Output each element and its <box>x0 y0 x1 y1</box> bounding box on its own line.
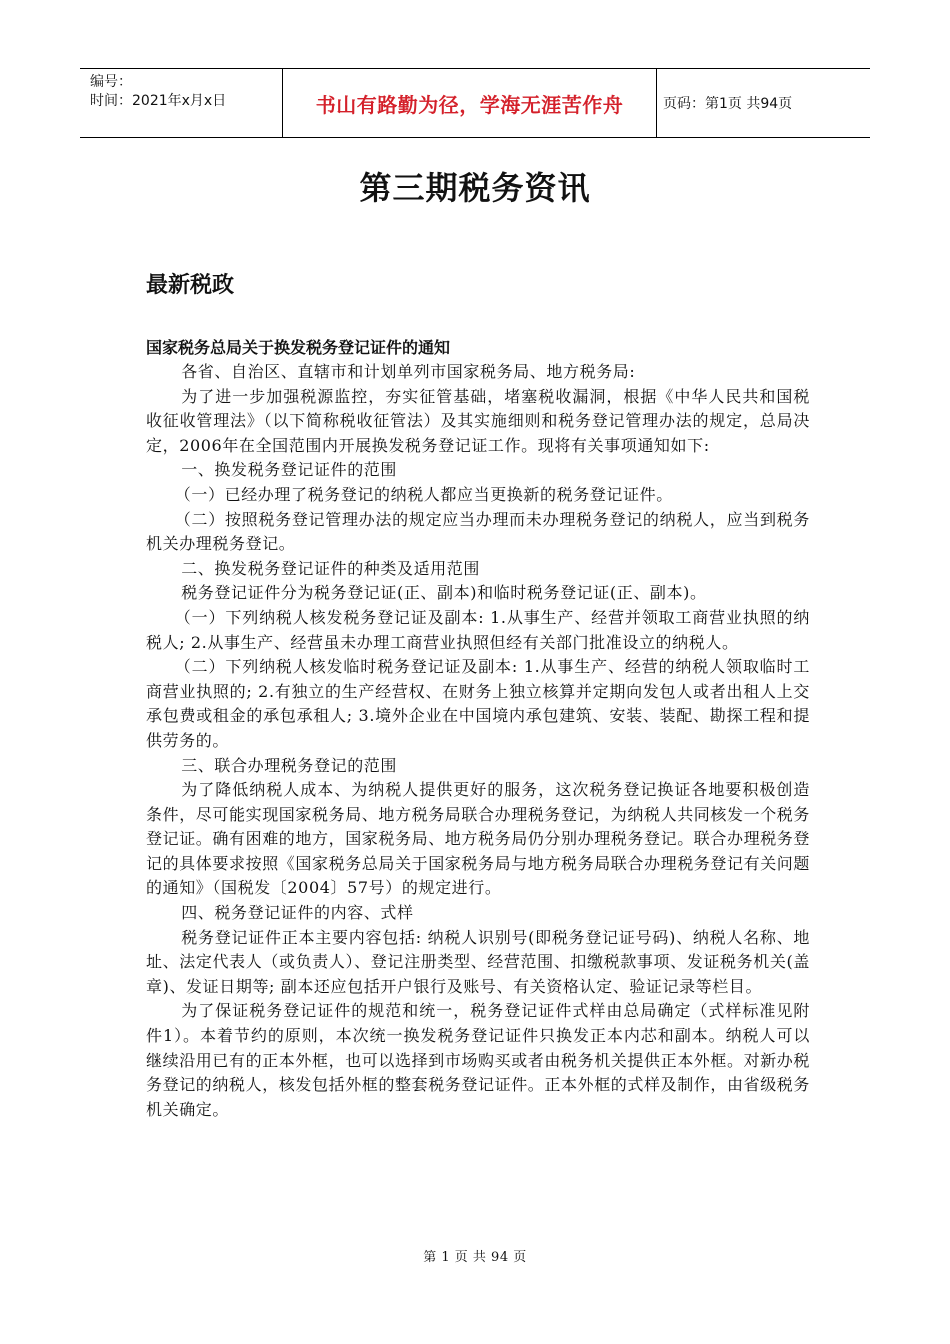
paragraph: 为了保证税务登记证件的规范和统一，税务登记证件式样由总局确定（式样标准见附件1）。本着节约的原则，本次统一换发税务登记证件只换发正本内芯和副本。纳税人可以继续沿用已有的正本外框，也可以选择到市场购买或者由税务机关提供正本外框。对新办税务登记的纳税人，核发包括外框的整套税务登记证件。正本外框的式样及制作，由省级税务机关确定。 <box>146 1001 811 1119</box>
paragraph: （一）下列纳税人核发税务登记证及副本: 1.从事生产、经营并领取工商营业执照的纳税人; 2.从事生产、经营虽未办理工商营业执照但经有关部门批准设立的纳税人。 <box>146 607 810 652</box>
paragraph: 各省、自治区、直辖市和计划单列市国家税务局、地方税务局: <box>181 362 636 381</box>
paragraph: 税务登记证件分为税务登记证(正、副本)和临时税务登记证(正、副本)。 <box>181 583 707 603</box>
paragraph: 一、换发税务登记证件的范围 <box>181 460 397 480</box>
paragraph: （二）按照税务登记管理办法的规定应当办理而未办理税务登记的纳税人，应当到税务机关办理税务登记。 <box>146 509 810 554</box>
paragraph: （二）下列纳税人核发临时税务登记证及副本: 1.从事生产、经营的纳税人领取临时工商营业执照的; 2.有独立的生产经营权、在财务上独立核算并定期向发包人或者出租人上交承包费或租金的承包承租人; 3.境外企业在中国境内承包建筑、安装、装配、勘探工程和提供劳务的。 <box>146 657 810 750</box>
page-footer: 第 1 页 共 94 页 <box>423 1250 527 1265</box>
header-table <box>80 68 870 138</box>
document-time: 时间：2021年x月x日 <box>90 93 227 109</box>
paragraph: 三、联合办理税务登记的范围 <box>181 755 397 775</box>
header-motto: 书山有路勤为径，学海无涯苦作舟 <box>283 69 657 137</box>
paragraph: 为了进一步加强税源监控，夯实征管基础，堵塞税收漏洞，根据《中华人民共和国税收征收管理法》（以下简称税收征管法）及其实施细则和税务登记管理办法的规定，总局决定，2006年在全国范围内开展换发税务登记证工作。现将有关事项通知如下: <box>146 386 810 455</box>
document-number: 编号： <box>90 74 132 90</box>
paragraph: 四、税务登记证件的内容、式样 <box>181 903 414 923</box>
paragraph: （一）已经办理了税务登记的纳税人都应当更换新的税务登记证件。 <box>174 484 673 504</box>
header-meta <box>80 69 283 137</box>
document-title: 第三期税务资讯 <box>359 169 591 207</box>
header-page-info: 页码：第1页 共94页 <box>663 96 793 112</box>
paragraph: 税务登记证件正本主要内容包括: 纳税人识别号(即税务登记证号码)、纳税人名称、地址、法定代表人（或负责人）、登记注册类型、经营范围、扣缴税款事项、发证税务机关(盖章)、发证日期等; 副本还应包括开户银行及账号、有关资格认定、验证记录等栏目。 <box>146 927 810 996</box>
paragraph: 二、换发税务登记证件的种类及适用范围 <box>181 558 480 578</box>
article-body <box>146 360 810 1122</box>
section-heading: 最新税政 <box>146 273 235 298</box>
paragraph: 为了降低纳税人成本、为纳税人提供更好的服务，这次税务登记换证各地要积极创造条件，尽可能实现国家税务局、地方税务局联合办理税务登记，为纳税人共同核发一个税务登记证。确有困难的地方，国家税务局、地方税务局仍分别办理税务登记。联合办理税务登记的具体要求按照《国家税务总局关于国家税务局与地方税务局联合办理税务登记有关问题的通知》（国税发〔2004〕57号）的规定进行。 <box>146 780 811 898</box>
article-title: 国家税务总局关于换发税务登记证件的通知 <box>146 338 451 357</box>
